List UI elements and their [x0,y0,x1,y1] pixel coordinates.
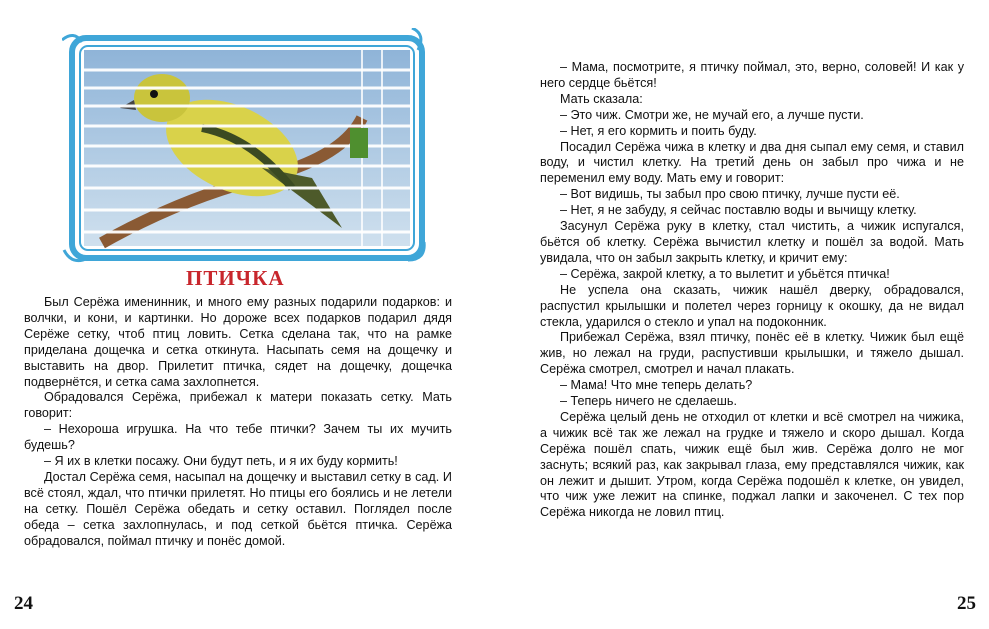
paragraph: – Нет, я его кормить и поить буду. [560,123,757,138]
paragraph: Посадил Серёжа чижа в клетку и два дня сыпал ему семя, и ставил воду, и чистил клетку. На третий день он забыл про чижа и не переменил ему воду. Мать ему и говорит: [540,139,964,186]
page-number-left: 24 [14,593,33,614]
paragraph: Обрадовался Серёжа, прибежал к матери показать сетку. Мать говорит: [24,390,452,421]
paragraph: Засунул Серёжа руку в клетку, стал чистить, а чижик испугался, бьётся об клетку. Серёжа вычистил клетку и пошёл за водой. Мать увидала, что он забыл закрыть клетку, и кричит ему: [540,219,964,265]
paragraph: Не успела она сказать, чижик нашёл дверку, обрадовался, распустил крылышки и полетел через горницу к окошку, да не видал стекла, ударился о стекло и упал на подоконник. [540,282,964,329]
paragraph: – Серёжа, закрой клетку, а то вылетит и убьётся птичка! [560,266,890,281]
paragraph: – Это чиж. Смотри же, не мучай его, а лучше пусти. [560,107,864,122]
paragraph: – Теперь ничего не сделаешь. [560,394,737,409]
paragraph: Достал Серёжа семя, насыпал на дощечку и выставил сетку в сад. И всё стоял, ждал, что птички прилетят. Но птицы его боялись и не летели на сетку. Пошёл Серёжа обедать и сетку оставил. Поглядел после обеда – сетка захлопнулась, и под сеткой бьётся птичка. Серёжа обрадовался, поймал птичку и понёс домой. [24,469,452,548]
paragraph: Прибежал Серёжа, взял птичку, понёс её в клетку. Чижик был ещё жив, но лежал на груди, распустивши крылышки, и тяжело дышал. Серёжа смотрел, смотрел и начал плакать. [540,330,964,377]
paragraph: – Нет, я не забуду, я сейчас поставлю воды и вычищу клетку. [560,203,917,218]
paragraph: Серёжа целый день не отходил от клетки и всё смотрел на чижика, а чижик всё так же лежал на грудке и тяжело и скоро дышал. Когда Серёжа пошёл спать, чижик ещё был жив. Серёжа долго не мог заснуть; всякий раз, как закрывал глаза, ему представлялся чижик, как он лежит и дышит. Утром, когда Серёжа подошёл к клетке, он увидел, что чиж уже лежит на спинке, поджал лапки и закоченел. С тех пор Серёжа никогда не ловил птиц. [540,409,964,520]
paragraph: – Я их в клетки посажу. Они будут петь, и я их буду кормить! [44,454,398,469]
right-page-text [540,60,964,521]
page-number-right: 25 [957,593,976,614]
bird-in-cage-illustration [62,28,432,268]
paragraph: – Нехороша игрушка. На что тебе птички? Зачем ты их мучить будешь? [24,422,452,453]
paragraph: – Вот видишь, ты забыл про свою птичку, лучше пусти её. [560,187,900,202]
paragraph: Мать сказала: [560,91,643,106]
story-title: ПТИЧКА [186,266,285,290]
right-page [495,0,989,629]
paragraph: Был Серёжа именинник, и много ему разных подарили подарков: и волчки, и кони, и картинки. Но дороже всех подарков подарил дядя Серёже сетку, чтоб птиц ловить. Сетка сделана так, что на рамке приделана дощечка и сетка откинута. Насыпать семя на дощечку и выставить на двор. Прилетит птичка, сядет на дощечку, дощечка подвернётся, и сетка сама захлопнется. [24,295,452,389]
paragraph: – Мама! Что мне теперь делать? [560,378,753,393]
left-page-text [24,295,452,550]
paragraph: – Мама, посмотрите, я птичку поймал, это, верно, соловей! И как у него сердце бьётся! [540,60,964,90]
